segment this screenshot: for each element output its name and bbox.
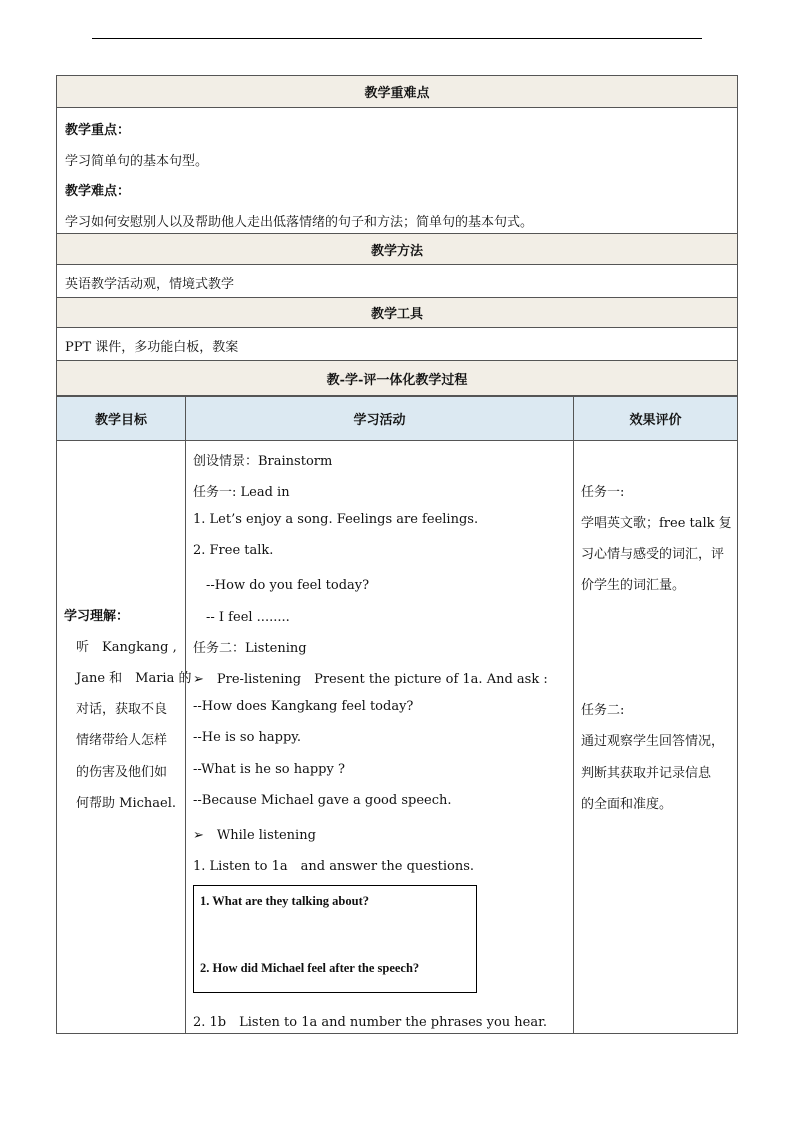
tools-header <box>56 297 738 328</box>
eval-task2-line: 通过观察学生回答情况， <box>581 734 725 749</box>
difficult-points-text: 学习如何安慰别人以及帮助他人走出低落情绪的句子和方法；简单句的基本句式。 <box>65 215 534 230</box>
activity-line: --Because Michael gave a good speech. <box>193 793 452 808</box>
activity-line: ➢ Pre-listening Present the picture of 1a. And ask : <box>193 672 548 687</box>
goal-line: 何帮助 Michael. <box>76 796 176 811</box>
method-header <box>56 233 738 265</box>
activity-line: -- I feel ........ <box>193 610 290 625</box>
question-2: 2. How did Michael feel after the speech? <box>200 961 420 975</box>
difficulties-body <box>56 108 738 233</box>
goal-line: Jane 和 Maria 的 <box>76 671 192 686</box>
tools-text: PPT 课件，多功能白板，教案 <box>65 340 239 355</box>
activity-line: 任务二：Listening <box>193 641 307 656</box>
activity-line: --How do you feel today? <box>193 578 370 593</box>
column-header-evaluation-text: 效果评价 <box>629 413 682 428</box>
activity-last-line: 2. 1b Listen to 1a and number the phrases you hear. <box>193 1015 548 1030</box>
goal-line: 的伤害及他们如 <box>76 765 168 780</box>
activity-line: 1. Listen to 1a and answer the questions. <box>193 859 475 874</box>
difficult-points-label: 教学难点： <box>65 184 131 199</box>
eval-task2-label: 任务二: <box>581 703 625 718</box>
process-header-text: 教-学-评一体化教学过程 <box>326 372 468 388</box>
process-header <box>56 361 738 396</box>
column-header-activity-text: 学习活动 <box>353 413 406 428</box>
method-body <box>56 265 738 297</box>
activity-line: --What is he so happy ? <box>193 762 345 777</box>
activity-line: 1. Let’s enjoy a song. Feelings are feelings. <box>193 512 479 527</box>
question-1: 1. What are they talking about? <box>200 894 370 908</box>
activity-line: 创设情景：Brainstorm <box>193 454 333 469</box>
tools-body <box>56 328 738 361</box>
key-points-label: 教学重点： <box>65 123 131 138</box>
activity-line: ➢ While listening <box>193 828 316 843</box>
difficulties-header <box>56 75 738 108</box>
eval-task1-line: 学唱英文歌；free talk 复 <box>581 516 732 531</box>
goal-label: 学习理解： <box>64 609 130 624</box>
activity-line: --How does Kangkang feel today? <box>193 699 414 714</box>
eval-task1-label: 任务一: <box>581 485 625 500</box>
method-header-text: 教学方法 <box>370 243 423 259</box>
goal-line: 听 Kangkang , <box>76 640 177 655</box>
tools-header-text: 教学工具 <box>370 307 423 322</box>
page-top-rule <box>92 38 702 39</box>
column-header-activity <box>185 396 574 441</box>
eval-task2-line: 的全面和准度。 <box>581 797 673 812</box>
column-header-goal <box>56 396 186 441</box>
column-header-goal-text: 教学目标 <box>94 413 147 428</box>
difficulties-header-text: 教学重难点 <box>364 86 430 101</box>
eval-task2-line: 判断其获取并记录信息 <box>581 766 712 781</box>
goal-line: 情绪带给人怎样 <box>76 733 168 748</box>
questions-box <box>193 885 477 993</box>
key-points-text: 学习简单句的基本句型。 <box>65 154 209 169</box>
eval-task1-line: 价学生的词汇量。 <box>581 578 686 593</box>
lesson-plan-table <box>56 75 738 1034</box>
column-header-evaluation <box>573 396 738 441</box>
eval-task1-line: 习心情与感受的词汇，评 <box>581 547 725 562</box>
activity-line: 任务一: Lead in <box>193 485 290 500</box>
goal-line: 对话，获取不良 <box>76 702 168 717</box>
activity-line: 2. Free talk. <box>193 543 274 558</box>
activity-line: --He is so happy. <box>193 730 302 745</box>
method-text: 英语教学活动观，情境式教学 <box>65 277 235 292</box>
